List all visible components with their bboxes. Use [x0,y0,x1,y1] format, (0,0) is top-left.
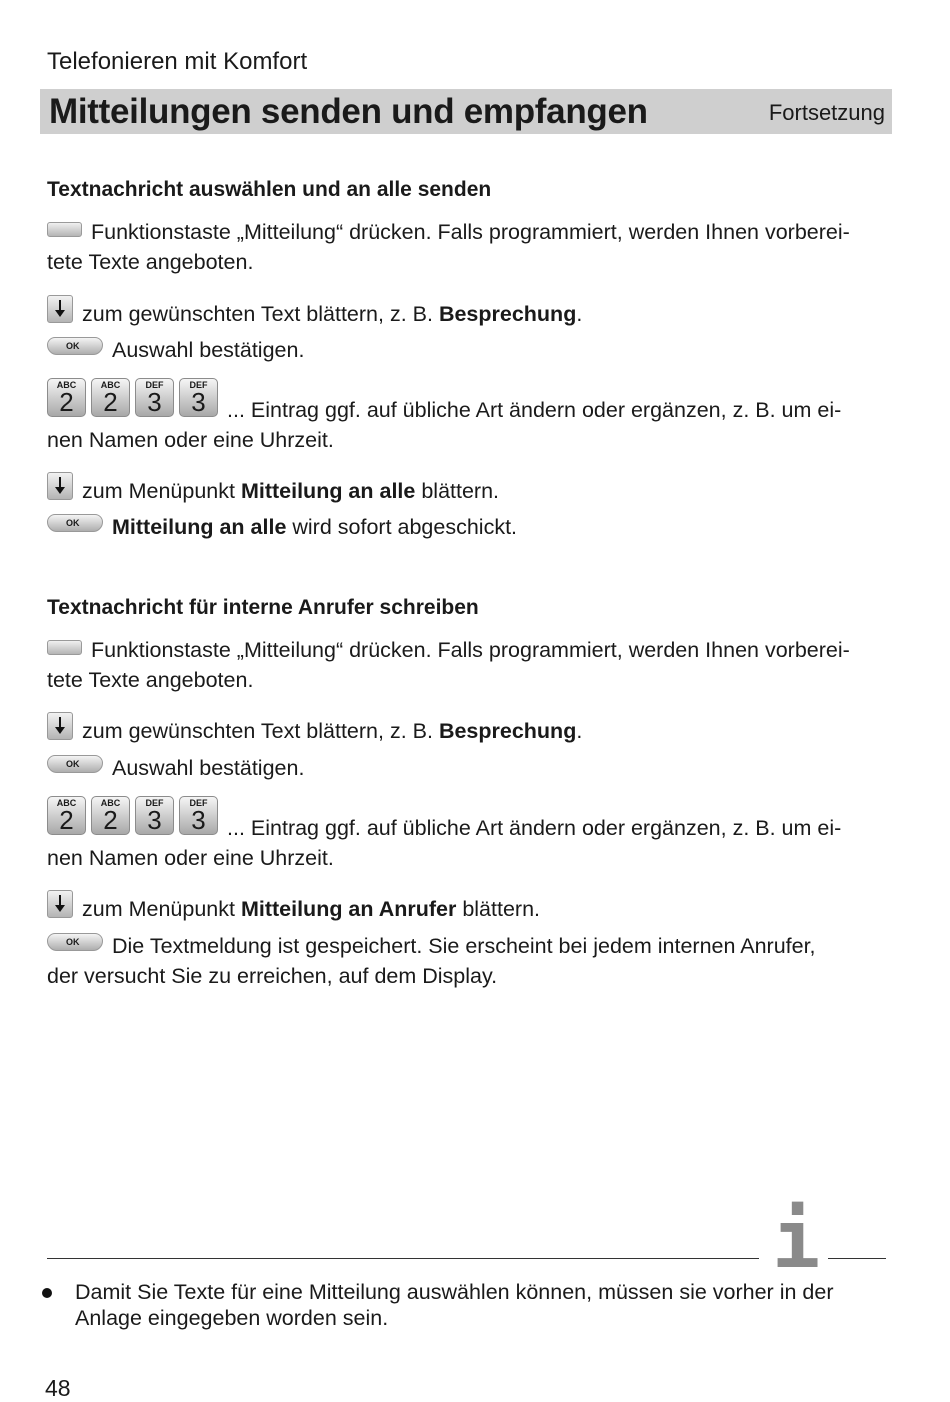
numkey-2-icon: ABC 2 [91,378,130,417]
function-key-icon [47,640,82,655]
numkey-2-icon: ABC 2 [47,796,86,835]
numkey-2-icon: ABC 2 [91,796,130,835]
s2-step-edit-entry: ... Eintrag ggf. auf übliche Art ändern oder ergänzen, z. B. um ei- nen Namen oder eine Uhrzeit. [47,816,842,870]
function-key-icon [47,222,82,237]
page-title: Mitteilungen senden und empfangen [49,92,648,131]
arrow-down-key-icon [47,890,73,918]
section-title-internal-callers: Textnachricht für interne Anrufer schreiben [47,596,479,619]
title-bar [40,89,892,134]
s2-step-scroll-text: zum gewünschten Text blättern, z. B. Besprechung. [47,712,887,746]
section-title-send-all: Textnachricht auswählen und an alle senden [47,178,492,201]
ok-key-icon: OK [47,933,103,951]
numkey-3-icon: DEF 3 [179,796,218,835]
page-number: 48 [45,1375,71,1401]
running-header: Telefonieren mit Komfort [47,48,308,75]
info-divider [47,1258,759,1259]
bullet-icon [42,1288,52,1298]
s1-step-scroll-menu: zum Menüpunkt Mitteilung an alle blättern. [47,472,887,506]
arrow-down-key-icon [47,472,73,500]
info-note: Damit Sie Texte für eine Mitteilung auswählen können, müssen sie vorher in der Anlage eingegeben worden sein. [75,1280,834,1330]
s2-step-saved: OK Die Textmeldung ist gespeichert. Sie erscheint bei jedem internen Anrufer, der versucht Sie zu erreichen, auf dem Display. [47,934,816,988]
info-divider [828,1258,886,1259]
s1-step-scroll-text: zum gewünschten Text blättern, z. B. Besprechung. [47,295,887,329]
s2-step-function-key: Funktionstaste „Mitteilung“ drücken. Falls programmiert, werden Ihnen vorberei- tete Texte angeboten. [47,638,850,692]
numkey-3-icon: DEF 3 [179,378,218,417]
info-icon: i [772,1193,821,1286]
ok-key-icon: OK [47,755,103,773]
arrow-down-key-icon [47,712,73,740]
ok-key-icon: OK [47,337,103,355]
s2-step-confirm: OK Auswahl bestätigen. [47,753,887,783]
continuation-label: Fortsetzung [768,100,885,125]
numkey-3-icon: DEF 3 [135,796,174,835]
s1-step-edit-entry: ... Eintrag ggf. auf übliche Art ändern oder ergänzen, z. B. um ei- nen Namen oder eine Uhrzeit. [47,398,842,452]
arrow-down-key-icon [47,295,73,323]
s1-step-send: OK Mitteilung an alle wird sofort abgeschickt. [47,512,887,542]
s1-step-confirm: OK Auswahl bestätigen. [47,335,887,365]
s2-step-scroll-menu: zum Menüpunkt Mitteilung an Anrufer blättern. [47,890,887,924]
numkey-3-icon: DEF 3 [135,378,174,417]
s1-step-function-key: Funktionstaste „Mitteilung“ drücken. Falls programmiert, werden Ihnen vorberei- tete Texte angeboten. [47,220,850,274]
ok-key-icon: OK [47,514,103,532]
numkey-2-icon: ABC 2 [47,378,86,417]
